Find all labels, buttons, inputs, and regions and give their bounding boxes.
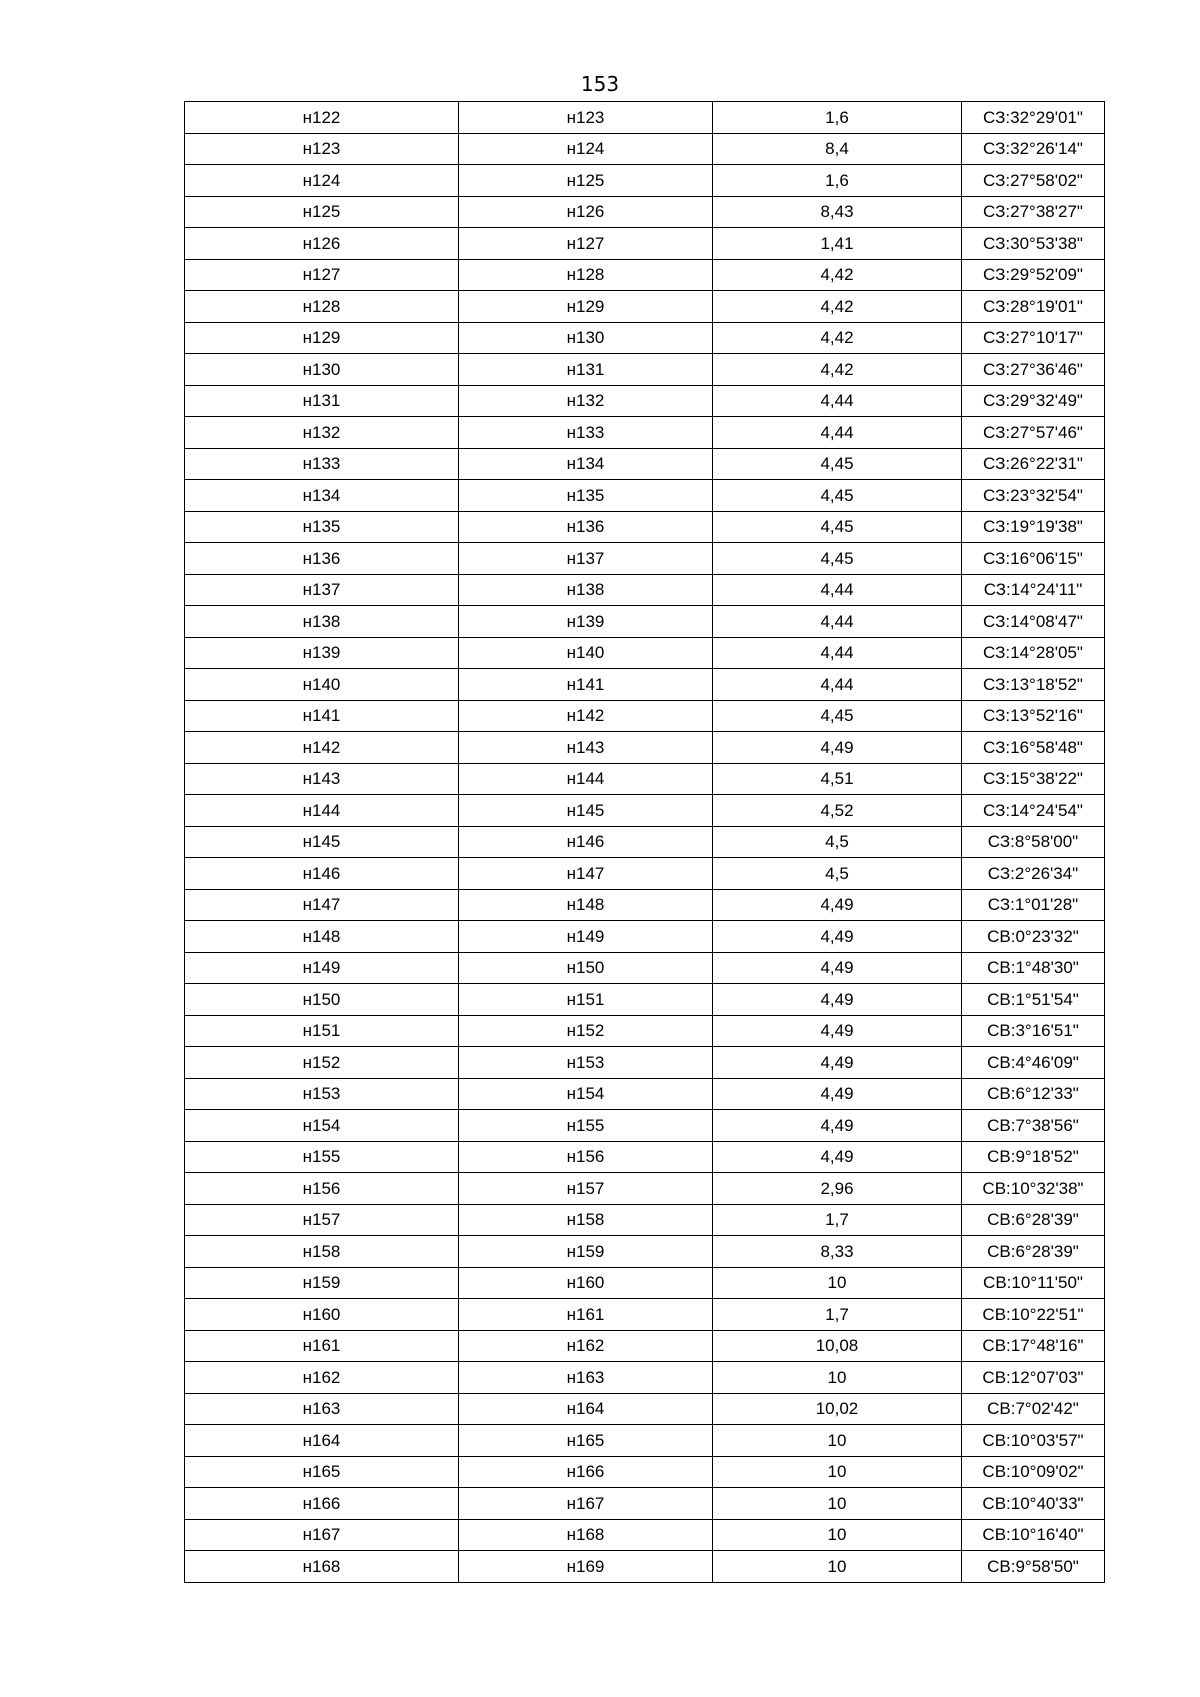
bearing-cell: СВ:4°46'09" bbox=[962, 1047, 1105, 1079]
from-point-cell: н130 bbox=[185, 354, 459, 386]
from-point-cell: н139 bbox=[185, 637, 459, 669]
to-point-cell: н165 bbox=[459, 1425, 713, 1457]
bearing-cell: СЗ:27°58'02" bbox=[962, 165, 1105, 197]
distance-cell: 4,49 bbox=[713, 921, 962, 953]
page-number: 153 bbox=[580, 72, 620, 96]
to-point-cell: н162 bbox=[459, 1330, 713, 1362]
distance-cell: 4,49 bbox=[713, 1078, 962, 1110]
from-point-cell: н154 bbox=[185, 1110, 459, 1142]
table-row bbox=[185, 1141, 1105, 1173]
distance-cell: 10 bbox=[713, 1519, 962, 1551]
table-row bbox=[185, 385, 1105, 417]
from-point-cell: н129 bbox=[185, 322, 459, 354]
to-point-cell: н168 bbox=[459, 1519, 713, 1551]
to-point-cell: н166 bbox=[459, 1456, 713, 1488]
distance-cell: 4,42 bbox=[713, 291, 962, 323]
distance-cell: 4,42 bbox=[713, 322, 962, 354]
to-point-cell: н137 bbox=[459, 543, 713, 575]
bearing-cell: СЗ:32°26'14" bbox=[962, 133, 1105, 165]
distance-cell: 1,6 bbox=[713, 102, 962, 134]
bearing-cell: СЗ:29°32'49" bbox=[962, 385, 1105, 417]
distance-cell: 1,6 bbox=[713, 165, 962, 197]
table-row bbox=[185, 984, 1105, 1016]
distance-cell: 4,44 bbox=[713, 669, 962, 701]
to-point-cell: н157 bbox=[459, 1173, 713, 1205]
to-point-cell: н164 bbox=[459, 1393, 713, 1425]
to-point-cell: н158 bbox=[459, 1204, 713, 1236]
bearing-cell: СЗ:19°19'38" bbox=[962, 511, 1105, 543]
to-point-cell: н123 bbox=[459, 102, 713, 134]
table-row bbox=[185, 1015, 1105, 1047]
bearing-cell: СЗ:8°58'00" bbox=[962, 826, 1105, 858]
table-row bbox=[185, 196, 1105, 228]
from-point-cell: н141 bbox=[185, 700, 459, 732]
table-row bbox=[185, 921, 1105, 953]
distance-cell: 4,44 bbox=[713, 637, 962, 669]
table-row bbox=[185, 1047, 1105, 1079]
bearing-cell: СВ:10°22'51" bbox=[962, 1299, 1105, 1331]
distance-cell: 4,45 bbox=[713, 511, 962, 543]
from-point-cell: н136 bbox=[185, 543, 459, 575]
to-point-cell: н128 bbox=[459, 259, 713, 291]
to-point-cell: н126 bbox=[459, 196, 713, 228]
from-point-cell: н165 bbox=[185, 1456, 459, 1488]
table-row bbox=[185, 732, 1105, 764]
distance-cell: 4,51 bbox=[713, 763, 962, 795]
table-row bbox=[185, 1078, 1105, 1110]
to-point-cell: н127 bbox=[459, 228, 713, 260]
bearing-cell: СЗ:14°24'54" bbox=[962, 795, 1105, 827]
boundary-points-table bbox=[184, 101, 1105, 1583]
to-point-cell: н152 bbox=[459, 1015, 713, 1047]
from-point-cell: н157 bbox=[185, 1204, 459, 1236]
table-row bbox=[185, 763, 1105, 795]
bearing-cell: СЗ:27°36'46" bbox=[962, 354, 1105, 386]
table-row bbox=[185, 606, 1105, 638]
to-point-cell: н141 bbox=[459, 669, 713, 701]
distance-cell: 4,44 bbox=[713, 574, 962, 606]
table-row bbox=[185, 700, 1105, 732]
bearing-cell: СВ:10°03'57" bbox=[962, 1425, 1105, 1457]
table-row bbox=[185, 102, 1105, 134]
table-row bbox=[185, 1488, 1105, 1520]
table-row bbox=[185, 795, 1105, 827]
distance-cell: 4,52 bbox=[713, 795, 962, 827]
bearing-cell: СВ:9°18'52" bbox=[962, 1141, 1105, 1173]
bearing-cell: СЗ:32°29'01" bbox=[962, 102, 1105, 134]
from-point-cell: н163 bbox=[185, 1393, 459, 1425]
table-row bbox=[185, 291, 1105, 323]
distance-cell: 4,44 bbox=[713, 417, 962, 449]
to-point-cell: н155 bbox=[459, 1110, 713, 1142]
from-point-cell: н125 bbox=[185, 196, 459, 228]
from-point-cell: н138 bbox=[185, 606, 459, 638]
distance-cell: 4,49 bbox=[713, 984, 962, 1016]
distance-cell: 4,44 bbox=[713, 385, 962, 417]
distance-cell: 1,41 bbox=[713, 228, 962, 260]
distance-cell: 2,96 bbox=[713, 1173, 962, 1205]
bearing-cell: СЗ:29°52'09" bbox=[962, 259, 1105, 291]
distance-cell: 4,42 bbox=[713, 259, 962, 291]
to-point-cell: н130 bbox=[459, 322, 713, 354]
distance-cell: 8,4 bbox=[713, 133, 962, 165]
from-point-cell: н167 bbox=[185, 1519, 459, 1551]
from-point-cell: н155 bbox=[185, 1141, 459, 1173]
table-row bbox=[185, 1204, 1105, 1236]
to-point-cell: н131 bbox=[459, 354, 713, 386]
distance-cell: 4,49 bbox=[713, 889, 962, 921]
table-row bbox=[185, 1267, 1105, 1299]
from-point-cell: н159 bbox=[185, 1267, 459, 1299]
to-point-cell: н154 bbox=[459, 1078, 713, 1110]
to-point-cell: н134 bbox=[459, 448, 713, 480]
distance-cell: 1,7 bbox=[713, 1299, 962, 1331]
from-point-cell: н166 bbox=[185, 1488, 459, 1520]
distance-cell: 4,45 bbox=[713, 700, 962, 732]
from-point-cell: н144 bbox=[185, 795, 459, 827]
to-point-cell: н161 bbox=[459, 1299, 713, 1331]
bearing-cell: СЗ:15°38'22" bbox=[962, 763, 1105, 795]
to-point-cell: н136 bbox=[459, 511, 713, 543]
distance-cell: 4,45 bbox=[713, 448, 962, 480]
distance-cell: 10 bbox=[713, 1425, 962, 1457]
distance-cell: 4,49 bbox=[713, 1015, 962, 1047]
table-row bbox=[185, 133, 1105, 165]
bearing-cell: СЗ:14°24'11" bbox=[962, 574, 1105, 606]
table-body bbox=[185, 102, 1105, 1583]
from-point-cell: н132 bbox=[185, 417, 459, 449]
to-point-cell: н156 bbox=[459, 1141, 713, 1173]
from-point-cell: н127 bbox=[185, 259, 459, 291]
from-point-cell: н164 bbox=[185, 1425, 459, 1457]
distance-cell: 4,49 bbox=[713, 952, 962, 984]
to-point-cell: н149 bbox=[459, 921, 713, 953]
to-point-cell: н129 bbox=[459, 291, 713, 323]
table-row bbox=[185, 1330, 1105, 1362]
from-point-cell: н150 bbox=[185, 984, 459, 1016]
bearing-cell: СВ:9°58'50" bbox=[962, 1551, 1105, 1583]
from-point-cell: н134 bbox=[185, 480, 459, 512]
bearing-cell: СЗ:23°32'54" bbox=[962, 480, 1105, 512]
bearing-cell: СЗ:28°19'01" bbox=[962, 291, 1105, 323]
distance-cell: 10,02 bbox=[713, 1393, 962, 1425]
bearing-cell: СЗ:27°10'17" bbox=[962, 322, 1105, 354]
bearing-cell: СЗ:13°52'16" bbox=[962, 700, 1105, 732]
table-row bbox=[185, 669, 1105, 701]
distance-cell: 10 bbox=[713, 1362, 962, 1394]
to-point-cell: н169 bbox=[459, 1551, 713, 1583]
to-point-cell: н163 bbox=[459, 1362, 713, 1394]
bearing-cell: СЗ:13°18'52" bbox=[962, 669, 1105, 701]
distance-cell: 4,44 bbox=[713, 606, 962, 638]
table-row bbox=[185, 543, 1105, 575]
from-point-cell: н162 bbox=[185, 1362, 459, 1394]
to-point-cell: н153 bbox=[459, 1047, 713, 1079]
from-point-cell: н122 bbox=[185, 102, 459, 134]
to-point-cell: н159 bbox=[459, 1236, 713, 1268]
bearing-cell: СЗ:1°01'28" bbox=[962, 889, 1105, 921]
bearing-cell: СВ:10°16'40" bbox=[962, 1519, 1105, 1551]
bearing-cell: СВ:10°40'33" bbox=[962, 1488, 1105, 1520]
bearing-cell: СЗ:27°57'46" bbox=[962, 417, 1105, 449]
to-point-cell: н140 bbox=[459, 637, 713, 669]
from-point-cell: н160 bbox=[185, 1299, 459, 1331]
table-row bbox=[185, 511, 1105, 543]
distance-cell: 4,49 bbox=[713, 1047, 962, 1079]
from-point-cell: н124 bbox=[185, 165, 459, 197]
table-row bbox=[185, 1425, 1105, 1457]
bearing-cell: СЗ:16°06'15" bbox=[962, 543, 1105, 575]
distance-cell: 10 bbox=[713, 1488, 962, 1520]
table-row bbox=[185, 637, 1105, 669]
from-point-cell: н149 bbox=[185, 952, 459, 984]
table-row bbox=[185, 858, 1105, 890]
from-point-cell: н131 bbox=[185, 385, 459, 417]
to-point-cell: н160 bbox=[459, 1267, 713, 1299]
table-row bbox=[185, 1236, 1105, 1268]
bearing-cell: СЗ:14°28'05" bbox=[962, 637, 1105, 669]
bearing-cell: СВ:10°11'50" bbox=[962, 1267, 1105, 1299]
distance-cell: 1,7 bbox=[713, 1204, 962, 1236]
bearing-cell: СВ:6°12'33" bbox=[962, 1078, 1105, 1110]
table-row bbox=[185, 228, 1105, 260]
distance-cell: 10 bbox=[713, 1456, 962, 1488]
to-point-cell: н146 bbox=[459, 826, 713, 858]
bearing-cell: СЗ:26°22'31" bbox=[962, 448, 1105, 480]
to-point-cell: н132 bbox=[459, 385, 713, 417]
table-row bbox=[185, 480, 1105, 512]
bearing-cell: СВ:12°07'03" bbox=[962, 1362, 1105, 1394]
from-point-cell: н156 bbox=[185, 1173, 459, 1205]
from-point-cell: н161 bbox=[185, 1330, 459, 1362]
bearing-cell: СВ:3°16'51" bbox=[962, 1015, 1105, 1047]
table-row bbox=[185, 952, 1105, 984]
from-point-cell: н143 bbox=[185, 763, 459, 795]
bearing-cell: СВ:1°51'54" bbox=[962, 984, 1105, 1016]
bearing-cell: СВ:7°02'42" bbox=[962, 1393, 1105, 1425]
to-point-cell: н150 bbox=[459, 952, 713, 984]
table-row bbox=[185, 354, 1105, 386]
table-row bbox=[185, 1551, 1105, 1583]
from-point-cell: н137 bbox=[185, 574, 459, 606]
bearing-cell: СЗ:16°58'48" bbox=[962, 732, 1105, 764]
to-point-cell: н142 bbox=[459, 700, 713, 732]
bearing-cell: СВ:10°32'38" bbox=[962, 1173, 1105, 1205]
bearing-cell: СВ:17°48'16" bbox=[962, 1330, 1105, 1362]
distance-cell: 4,49 bbox=[713, 1110, 962, 1142]
table-row bbox=[185, 1393, 1105, 1425]
to-point-cell: н124 bbox=[459, 133, 713, 165]
table-row bbox=[185, 889, 1105, 921]
bearing-cell: СВ:10°09'02" bbox=[962, 1456, 1105, 1488]
distance-cell: 8,33 bbox=[713, 1236, 962, 1268]
from-point-cell: н128 bbox=[185, 291, 459, 323]
table-row bbox=[185, 826, 1105, 858]
to-point-cell: н133 bbox=[459, 417, 713, 449]
table-row bbox=[185, 322, 1105, 354]
from-point-cell: н133 bbox=[185, 448, 459, 480]
distance-cell: 10,08 bbox=[713, 1330, 962, 1362]
from-point-cell: н135 bbox=[185, 511, 459, 543]
from-point-cell: н142 bbox=[185, 732, 459, 764]
distance-cell: 4,49 bbox=[713, 732, 962, 764]
from-point-cell: н151 bbox=[185, 1015, 459, 1047]
to-point-cell: н167 bbox=[459, 1488, 713, 1520]
table-row bbox=[185, 417, 1105, 449]
to-point-cell: н138 bbox=[459, 574, 713, 606]
to-point-cell: н135 bbox=[459, 480, 713, 512]
distance-cell: 4,5 bbox=[713, 826, 962, 858]
from-point-cell: н145 bbox=[185, 826, 459, 858]
distance-cell: 8,43 bbox=[713, 196, 962, 228]
distance-cell: 10 bbox=[713, 1267, 962, 1299]
to-point-cell: н145 bbox=[459, 795, 713, 827]
distance-cell: 4,45 bbox=[713, 543, 962, 575]
from-point-cell: н168 bbox=[185, 1551, 459, 1583]
from-point-cell: н153 bbox=[185, 1078, 459, 1110]
bearing-cell: СЗ:14°08'47" bbox=[962, 606, 1105, 638]
distance-cell: 4,45 bbox=[713, 480, 962, 512]
to-point-cell: н144 bbox=[459, 763, 713, 795]
table-row bbox=[185, 259, 1105, 291]
to-point-cell: н151 bbox=[459, 984, 713, 1016]
from-point-cell: н147 bbox=[185, 889, 459, 921]
from-point-cell: н140 bbox=[185, 669, 459, 701]
table-row bbox=[185, 1519, 1105, 1551]
bearing-cell: СЗ:30°53'38" bbox=[962, 228, 1105, 260]
bearing-cell: СВ:0°23'32" bbox=[962, 921, 1105, 953]
table-row bbox=[185, 1299, 1105, 1331]
to-point-cell: н139 bbox=[459, 606, 713, 638]
from-point-cell: н123 bbox=[185, 133, 459, 165]
from-point-cell: н158 bbox=[185, 1236, 459, 1268]
distance-cell: 4,5 bbox=[713, 858, 962, 890]
table-row bbox=[185, 1173, 1105, 1205]
from-point-cell: н146 bbox=[185, 858, 459, 890]
bearing-cell: СЗ:2°26'34" bbox=[962, 858, 1105, 890]
bearing-cell: СВ:6°28'39" bbox=[962, 1236, 1105, 1268]
distance-cell: 4,49 bbox=[713, 1141, 962, 1173]
table-row bbox=[185, 165, 1105, 197]
table-row bbox=[185, 1362, 1105, 1394]
to-point-cell: н148 bbox=[459, 889, 713, 921]
from-point-cell: н152 bbox=[185, 1047, 459, 1079]
table-row bbox=[185, 574, 1105, 606]
bearing-cell: СВ:1°48'30" bbox=[962, 952, 1105, 984]
bearing-cell: СВ:7°38'56" bbox=[962, 1110, 1105, 1142]
bearing-cell: СЗ:27°38'27" bbox=[962, 196, 1105, 228]
to-point-cell: н143 bbox=[459, 732, 713, 764]
table-row bbox=[185, 1456, 1105, 1488]
table-row bbox=[185, 448, 1105, 480]
bearing-cell: СВ:6°28'39" bbox=[962, 1204, 1105, 1236]
to-point-cell: н125 bbox=[459, 165, 713, 197]
table-row bbox=[185, 1110, 1105, 1142]
from-point-cell: н126 bbox=[185, 228, 459, 260]
to-point-cell: н147 bbox=[459, 858, 713, 890]
from-point-cell: н148 bbox=[185, 921, 459, 953]
distance-cell: 10 bbox=[713, 1551, 962, 1583]
distance-cell: 4,42 bbox=[713, 354, 962, 386]
